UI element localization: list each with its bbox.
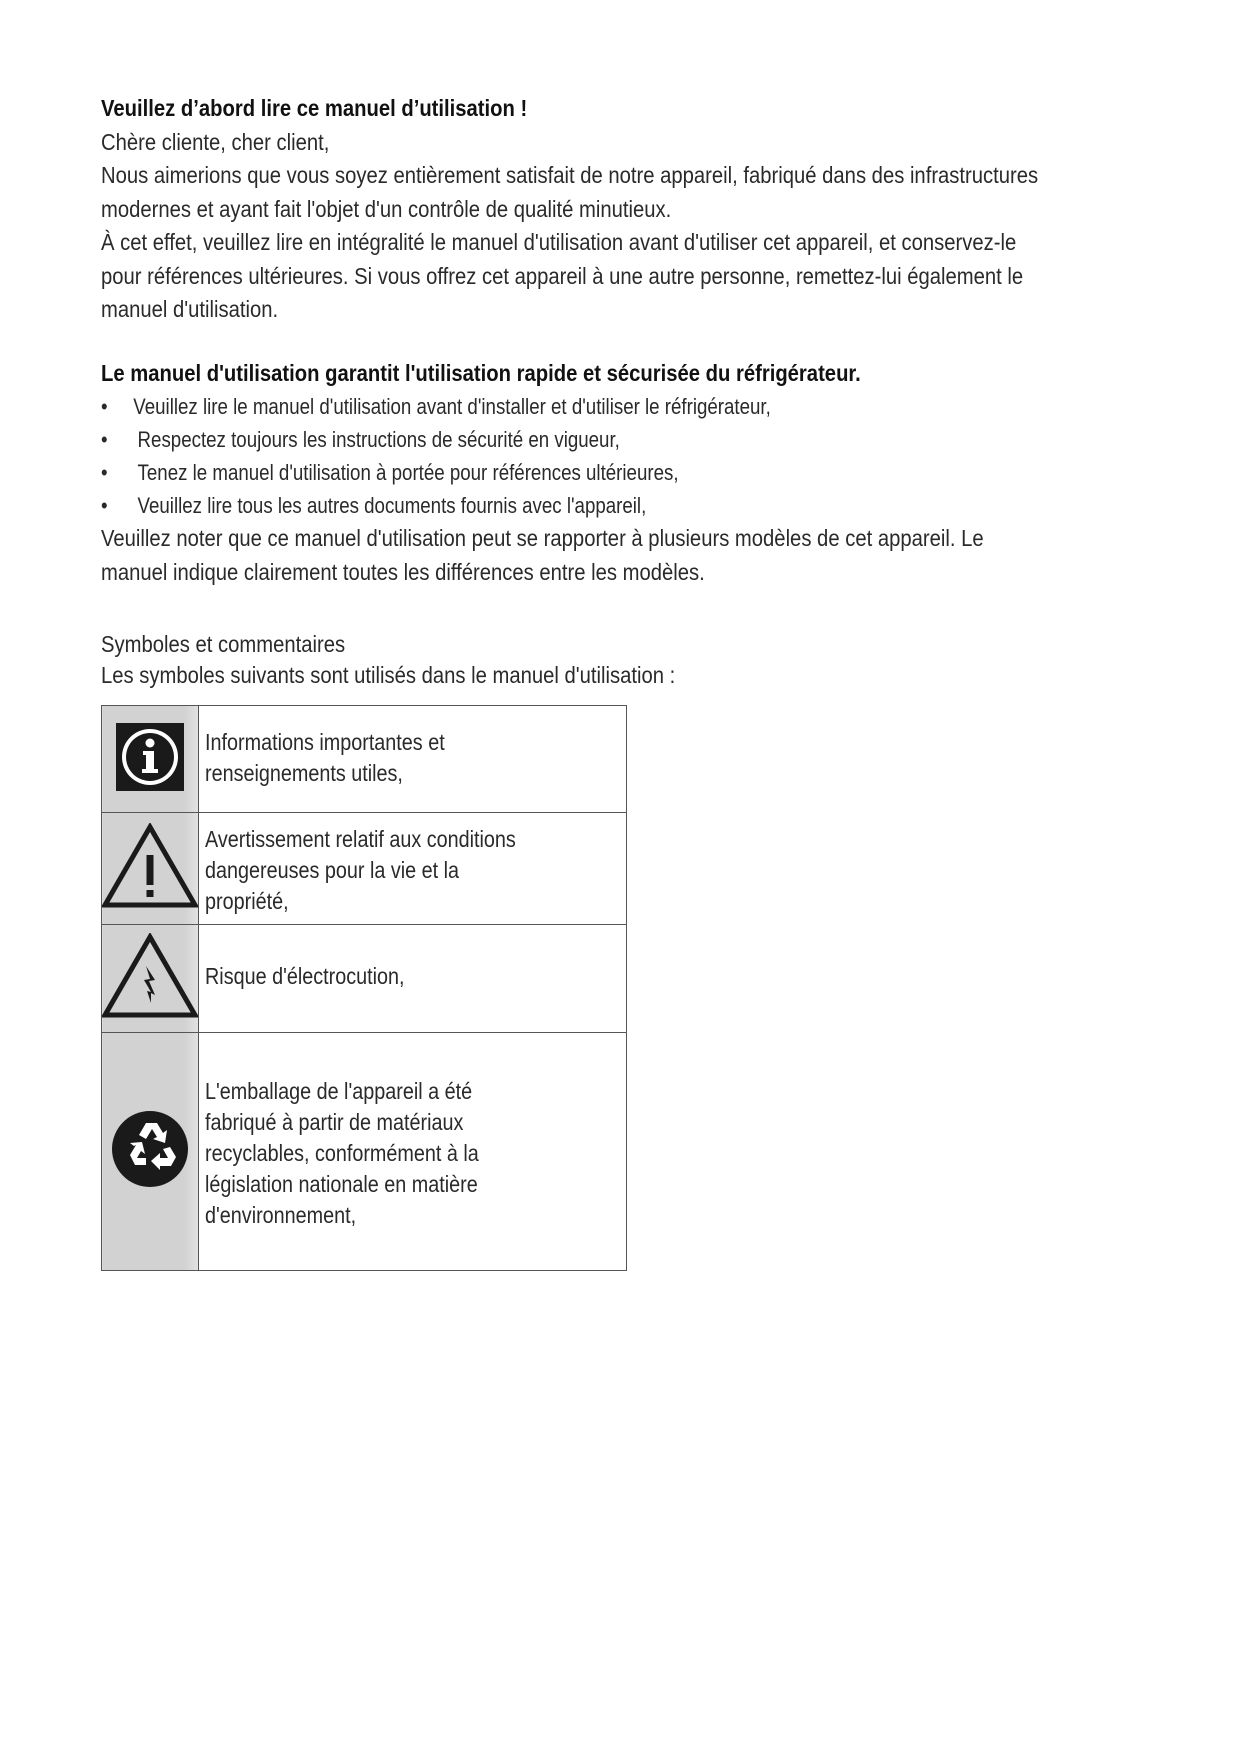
intro-heading: Veuillez d’abord lire ce manuel d’utilisation ! <box>101 95 528 121</box>
models-note-line-1: Veuillez noter que ce manuel d'utilisation peut se rapporter à plusieurs modèles de cet appareil. Le <box>101 525 984 551</box>
table-row <box>102 706 627 813</box>
info-description: Informations importantes et renseignements utiles, <box>199 706 627 813</box>
electric-shock-description: Risque d'électrocution, <box>199 925 627 1033</box>
list-item: • Respectez toujours les instructions de sécurité en vigueur, <box>101 427 620 452</box>
symbols-subtitle: Les symboles suivants sont utilisés dans le manuel d'utilisation : <box>101 662 676 688</box>
symbols-table <box>101 705 627 1271</box>
guarantee-heading: Le manuel d'utilisation garantit l'utilisation rapide et sécurisée du réfrigérateur. <box>101 359 861 386</box>
symbols-title: Symboles et commentaires <box>101 631 346 657</box>
warning-icon <box>102 813 199 925</box>
electric-shock-icon <box>102 925 199 1033</box>
table-row <box>102 925 627 1033</box>
recycle-icon <box>102 1033 199 1271</box>
manual-page <box>101 92 1141 1271</box>
table-row <box>102 813 627 925</box>
intro-paragraph-1-line-2: modernes et ayant fait l'objet d'un contrôle de qualité minutieux. <box>101 195 672 222</box>
table-row <box>102 1033 627 1271</box>
recycle-description: L'emballage de l'appareil a été fabriqué à partir de matériaux recyclables, conformément à la législation nationale en matière d'environnement, <box>199 1033 627 1271</box>
intro-paragraph-2-line-1: À cet effet, veuillez lire en intégralité le manuel d'utilisation avant d'utiliser cet appareil, et conservez-le <box>101 229 1017 255</box>
greeting: Chère cliente, cher client, <box>101 128 330 155</box>
list-item: • Veuillez lire tous les autres documents fournis avec l'appareil, <box>101 493 647 518</box>
intro-paragraph-2-line-3: manuel d'utilisation. <box>101 296 279 322</box>
intro-paragraph-1-line-1: Nous aimerions que vous soyez entièrement satisfait de notre appareil, fabriqué dans des infrastructures <box>101 162 1039 188</box>
models-note-line-2: manuel indique clairement toutes les différences entre les modèles. <box>101 558 705 585</box>
list-item: • Tenez le manuel d'utilisation à portée pour références ultérieures, <box>101 460 679 485</box>
info-icon <box>102 706 199 813</box>
intro-paragraph-2-line-2: pour références ultérieures. Si vous offrez cet appareil à une autre personne, remettez-lui également le <box>101 262 1024 289</box>
list-item: • Veuillez lire le manuel d'utilisation avant d'installer et d'utiliser le réfrigérateur, <box>101 394 771 419</box>
warning-description: Avertissement relatif aux conditions dangereuses pour la vie et la propriété, <box>199 813 627 925</box>
instruction-list <box>101 390 1141 522</box>
